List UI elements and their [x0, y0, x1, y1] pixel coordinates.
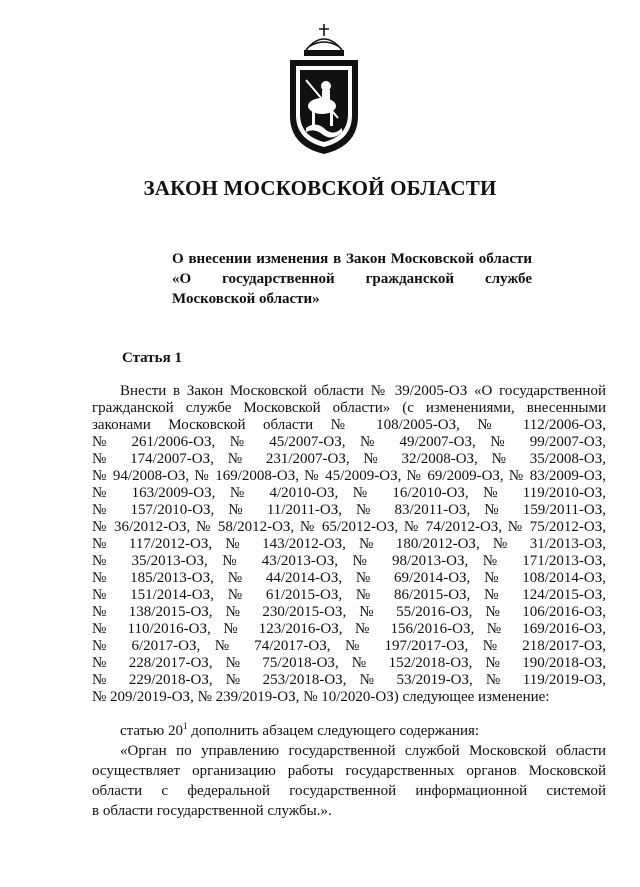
- quote-line: «Орган по управлению государственной службой Московской области: [120, 743, 606, 759]
- body-line: № 229/2018-ОЗ, № 253/2018-ОЗ, № 53/2019-ОЗ, № 119/2019-ОЗ,: [92, 672, 606, 688]
- quote-line: в области государственной службы.».: [92, 803, 332, 819]
- article-body: [92, 383, 606, 706]
- body-line: № 117/2012-ОЗ, № 143/2012-ОЗ, № 180/2012-ОЗ, № 31/2013-ОЗ,: [92, 536, 606, 552]
- body-line: № 185/2013-ОЗ, № 44/2014-ОЗ, № 69/2014-ОЗ, № 108/2014-ОЗ,: [92, 570, 606, 586]
- amendment: [92, 721, 606, 821]
- subject-line: «О государственной гражданской службе: [172, 271, 532, 287]
- body-line: № 35/2013-ОЗ, № 43/2013-ОЗ, № 98/2013-ОЗ, № 171/2013-ОЗ,: [92, 553, 606, 569]
- body-line: № 228/2017-ОЗ, № 75/2018-ОЗ, № 152/2018-ОЗ, № 190/2018-ОЗ,: [92, 655, 606, 671]
- amendment-intro: [92, 721, 606, 741]
- article-heading: Статья 1: [122, 350, 182, 366]
- body-line: № 94/2008-ОЗ, № 169/2008-ОЗ, № 45/2009-ОЗ, № 69/2009-ОЗ, № 83/2009-ОЗ,: [92, 468, 606, 484]
- quote-line: области с федеральной государственной информационной системой: [92, 783, 606, 799]
- body-line: законами Московской области № 108/2005-ОЗ, № 112/2006-ОЗ,: [92, 417, 606, 433]
- body-line: № 6/2017-ОЗ, № 74/2017-ОЗ, № 197/2017-ОЗ, № 218/2017-ОЗ,: [92, 638, 606, 654]
- coat-of-arms-icon: [276, 20, 372, 160]
- body-line: № 157/2010-ОЗ, № 11/2011-ОЗ, № 83/2011-ОЗ, № 159/2011-ОЗ,: [92, 502, 606, 518]
- body-line: № 209/2019-ОЗ, № 239/2019-ОЗ, № 10/2020-ОЗ) следующее изменение:: [92, 689, 550, 705]
- subject-line: О внесении изменения в Закон Московской области: [172, 251, 532, 267]
- body-line: № 163/2009-ОЗ, № 4/2010-ОЗ, № 16/2010-ОЗ, № 119/2010-ОЗ,: [92, 485, 606, 501]
- article-superscript: 1: [183, 721, 188, 731]
- amendment-intro-text: статью 20: [120, 723, 184, 739]
- document-title: ЗАКОН МОСКОВСКОЙ ОБЛАСТИ: [143, 176, 497, 200]
- body-line: № 261/2006-ОЗ, № 45/2007-ОЗ, № 49/2007-ОЗ, № 99/2007-ОЗ,: [92, 434, 606, 450]
- subject-line: Московской области»: [172, 291, 320, 307]
- body-line: № 36/2012-ОЗ, № 58/2012-ОЗ, № 65/2012-ОЗ, № 74/2012-ОЗ, № 75/2012-ОЗ,: [92, 519, 606, 535]
- body-line: Внести в Закон Московской области № 39/2005-ОЗ «О государственной: [120, 383, 606, 399]
- law-subject: [172, 249, 532, 309]
- body-line: № 174/2007-ОЗ, № 231/2007-ОЗ, № 32/2008-ОЗ, № 35/2008-ОЗ,: [92, 451, 606, 467]
- body-line: № 151/2014-ОЗ, № 61/2015-ОЗ, № 86/2015-ОЗ, № 124/2015-ОЗ,: [92, 587, 606, 603]
- body-line: гражданской службе Московской области» (с изменениями, внесенными: [92, 400, 606, 416]
- body-line: № 138/2015-ОЗ, № 230/2015-ОЗ, № 55/2016-ОЗ, № 106/2016-ОЗ,: [92, 604, 606, 620]
- body-line: № 110/2016-ОЗ, № 123/2016-ОЗ, № 156/2016-ОЗ, № 169/2016-ОЗ,: [92, 621, 606, 637]
- amendment-intro-tail: дополнить абзацем следующего содержания:: [187, 723, 480, 739]
- quote-line: осуществляет организацию работы государственных органов Московской: [92, 763, 606, 779]
